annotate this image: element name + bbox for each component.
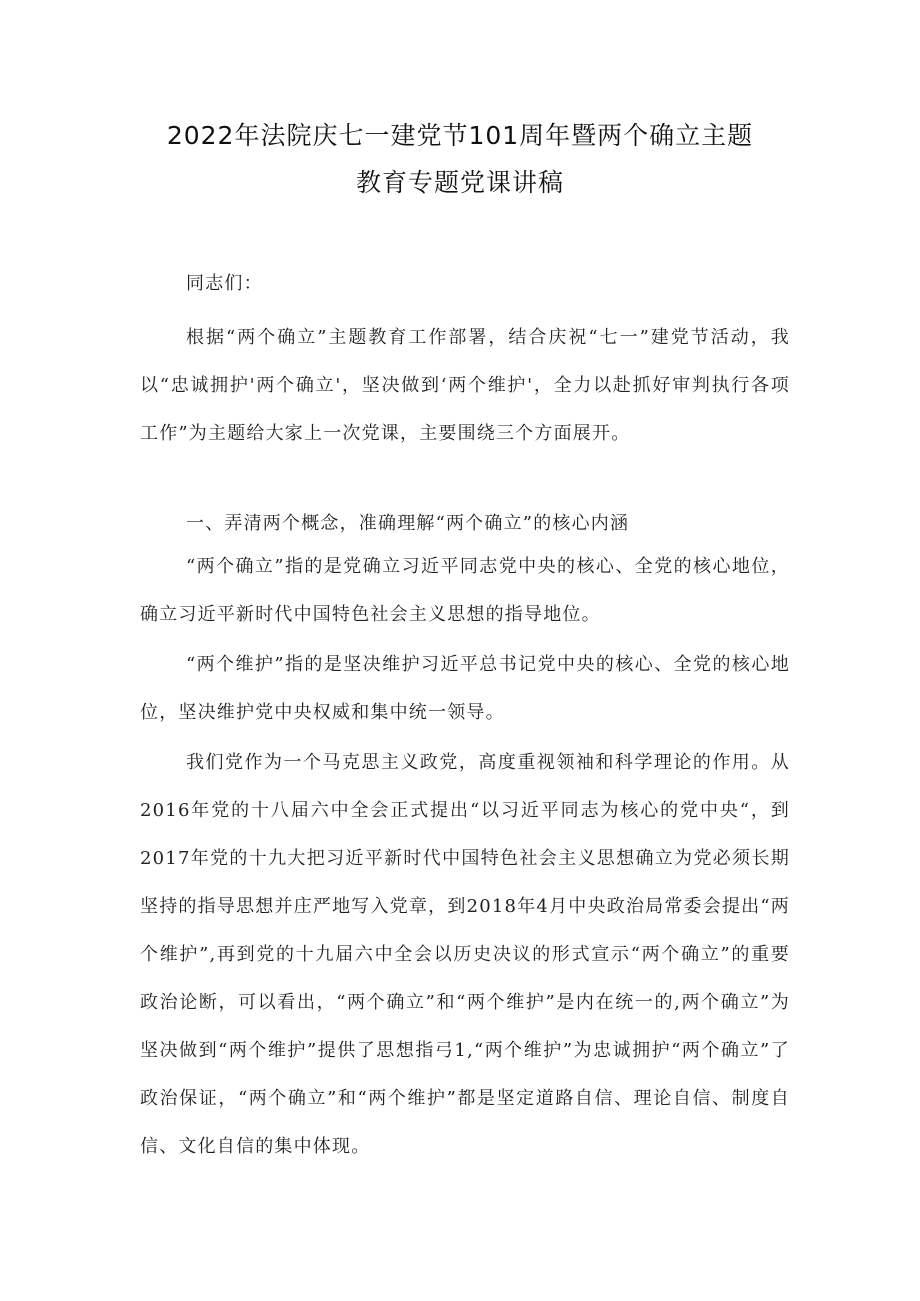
document-title-line-2: 教育专题党课讲稿 xyxy=(355,168,564,197)
concept-two-safeguards: “两个维护”指的是坚决维护习近平总书记党中央的核心、全党的核心地位，坚决维护党中央权威和集中统一领导。 xyxy=(140,654,790,723)
intro-paragraph: 根据“两个确立”主题教育工作部署，结合庆祝“七一”建党节活动，我以“忠诚拥护'两个确立'，坚决做到‘两个维护'，全力以赴抓好审判执行各项工作”为主题给大家上一次党课，主要围绕三个方面展开。 xyxy=(140,327,790,444)
document-title-line-1: 2022年法院庆七一建党节101周年暨两个确立主题 xyxy=(166,121,754,150)
salutation: 同志们： xyxy=(186,273,263,294)
concept-two-establishes: “两个确立”指的是党确立习近平同志党中央的核心、全党的核心地位，确立习近平新时代中国特色社会主义思想的指导地位。 xyxy=(140,556,790,625)
history-paragraph: 我们党作为一个马克思主义政党，高度重视领袖和科学理论的作用。从2016年党的十八届六中全会正式提出“以习近平同志为核心的党中央“，到2017年党的十九大把习近平新时代中国特色社会主义思想确立为党必须长期坚持的指导思想并庄严地写入党章，到2018年4月中央政治局常委会提出“两个维护”,再到党的十九届六中全会以历史决议的形式宣示“两个确立”的重要政治论断，可以看出，“两个确立”和“两个维护”是内在统一的,两个确立”为坚决做到“两个维护”提供了思想指弓1,“两个维护”为忠诚拥护“两个确立”了政治保证，“两个确立”和“两个维护”都是坚定道路自信、理论自信、制度自信、文化自信的集中体现。 xyxy=(140,752,790,1157)
section-1-heading: 一、弄清两个概念，准确理解“两个确立”的核心内涵 xyxy=(186,513,630,534)
